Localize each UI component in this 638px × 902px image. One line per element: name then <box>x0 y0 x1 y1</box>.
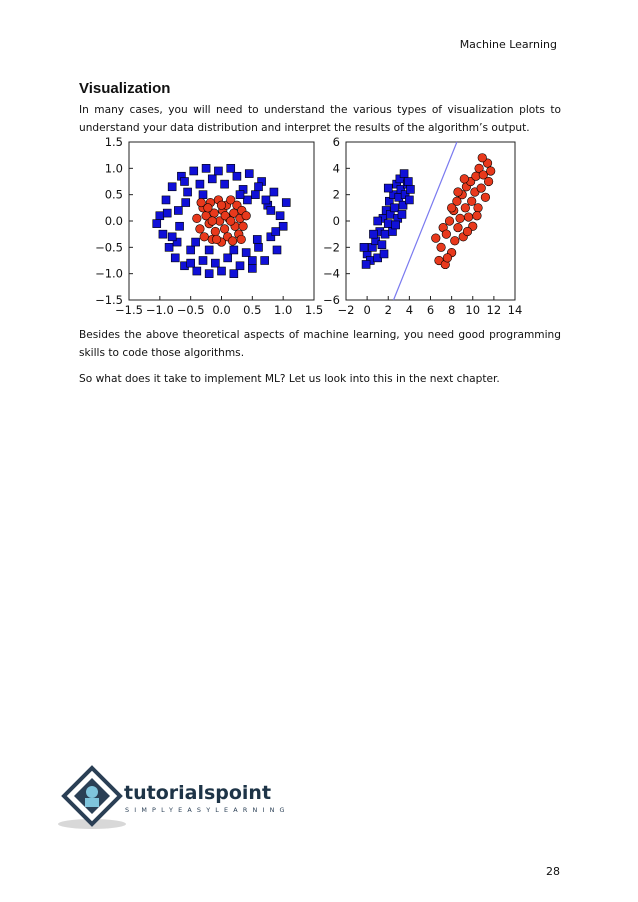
scatter-point-blue <box>369 230 377 238</box>
scatter-point-red <box>484 177 493 186</box>
scatter-point-blue <box>227 164 235 172</box>
scatter-point-blue <box>362 260 370 268</box>
scatter-point-red <box>211 227 220 236</box>
scatter-point-blue <box>378 241 386 249</box>
scatter-point-blue <box>273 246 281 254</box>
x-tick-label: 6 <box>426 303 435 317</box>
x-tick-label: −0.5 <box>176 303 205 317</box>
scatter-point-blue <box>224 254 232 262</box>
logo-wordmark: tutorialspoint <box>124 782 272 804</box>
scatter-point-blue <box>384 184 392 192</box>
scatter-point-blue <box>384 220 392 228</box>
scatter-point-blue <box>276 212 284 220</box>
scatter-point-red <box>242 211 251 220</box>
scatter-point-blue <box>261 257 269 265</box>
scatter-point-red <box>463 227 472 236</box>
scatter-point-blue <box>233 172 241 180</box>
scatter-point-blue <box>251 191 259 199</box>
x-tick-label: 1.0 <box>274 303 293 317</box>
scatter-point-red <box>454 223 463 232</box>
closing-paragraph: So what does it take to implement ML? Let us look into this in the next chapter. <box>79 373 500 385</box>
scatter-point-blue <box>211 259 219 267</box>
tutorialspoint-logo <box>54 762 284 834</box>
scatter-point-blue <box>218 267 226 275</box>
scatter-point-blue <box>171 254 179 262</box>
scatter-point-blue <box>253 235 261 243</box>
scatter-point-blue <box>190 167 198 175</box>
scatter-point-blue <box>360 243 368 251</box>
scatter-point-red <box>460 175 469 184</box>
scatter-point-red <box>445 217 454 226</box>
y-tick-label: 1.0 <box>104 161 123 176</box>
scatter-point-red <box>450 236 459 245</box>
scatter-point-red <box>461 204 470 213</box>
x-tick-label: 12 <box>486 303 502 317</box>
scatter-point-blue <box>208 175 216 183</box>
scatter-point-red <box>443 254 452 263</box>
scatter-point-blue <box>242 249 250 257</box>
scatter-point-blue <box>391 204 399 212</box>
scatter-point-red <box>220 225 229 234</box>
programming-paragraph: Besides the above theoretical aspects of machine learning, you need good programming skills to code those algorithms. <box>79 329 561 359</box>
scatter-point-blue <box>159 230 167 238</box>
scatter-point-blue <box>262 196 270 204</box>
y-tick-label: 0 <box>332 214 340 228</box>
scatter-point-red <box>217 201 226 210</box>
scatter-point-red <box>226 217 235 226</box>
scatter-point-blue <box>380 250 388 258</box>
logo-mark <box>54 762 284 834</box>
scatter-point-blue <box>205 270 213 278</box>
scatter-point-blue <box>374 217 382 225</box>
scatter-point-blue <box>163 209 171 217</box>
scatter-point-blue <box>392 221 400 229</box>
intro-paragraph: In many cases, you will need to understand the various types of visualization plots to understand your data distribution and interpret the results of the algorithm’s output. <box>79 104 561 134</box>
x-tick-label: −1.5 <box>115 303 143 317</box>
scatter-point-blue <box>199 257 207 265</box>
y-tick-label: 1.5 <box>104 135 123 149</box>
y-tick-label: −0.5 <box>95 240 123 255</box>
y-tick-label: 0.0 <box>104 214 123 228</box>
scatter-point-blue <box>230 246 238 254</box>
visualization-figure <box>79 134 531 320</box>
scatter-point-red <box>477 184 486 193</box>
scatter-point-red <box>228 237 237 246</box>
scatter-point-blue <box>406 185 414 193</box>
section-title: Visualization <box>79 80 171 97</box>
scatter-point-red <box>431 234 440 243</box>
scatter-point-blue <box>245 170 253 178</box>
scatter-point-red <box>478 154 487 163</box>
scatter-point-blue <box>168 183 176 191</box>
scatter-point-blue <box>199 191 207 199</box>
scatter-point-blue <box>176 222 184 230</box>
x-tick-label: 4 <box>405 303 414 317</box>
scatter-point-blue <box>381 230 389 238</box>
x-tick-label: 0 <box>363 303 371 317</box>
y-tick-label: −4 <box>323 266 340 281</box>
x-tick-label: 0.0 <box>212 303 231 317</box>
scatter-point-blue <box>230 270 238 278</box>
scatter-point-blue <box>255 243 263 251</box>
x-tick-label: −2 <box>337 303 355 317</box>
y-tick-label: −6 <box>323 293 340 307</box>
scatter-point-red <box>239 222 248 231</box>
scatter-point-blue <box>187 259 195 267</box>
scatter-point-blue <box>236 191 244 199</box>
scatter-point-blue <box>243 196 251 204</box>
y-tick-label: 6 <box>332 135 340 149</box>
scatter-plots <box>79 134 531 320</box>
x-tick-label: 8 <box>447 303 456 317</box>
scatter-point-red <box>481 193 490 202</box>
scatter-point-blue <box>255 183 263 191</box>
x-tick-label: 14 <box>507 303 523 317</box>
scatter-point-blue <box>272 228 280 236</box>
scatter-point-red <box>237 235 246 244</box>
scatter-point-red <box>437 243 446 252</box>
x-tick-label: −1.0 <box>145 303 174 317</box>
scatter-point-blue <box>236 262 244 270</box>
scatter-point-red <box>456 214 465 223</box>
scatter-point-red <box>474 204 483 213</box>
scatter-point-blue <box>184 188 192 196</box>
scatter-point-blue <box>162 196 170 204</box>
y-tick-label: 4 <box>332 161 340 176</box>
scatter-point-red <box>467 197 476 206</box>
x-tick-label: 2 <box>384 303 392 317</box>
y-tick-label: −1.0 <box>95 266 123 281</box>
scatter-point-blue <box>181 178 189 186</box>
scatter-point-blue <box>182 199 190 207</box>
y-tick-label: −2 <box>323 240 340 255</box>
scatter-point-red <box>442 230 451 239</box>
scatter-point-blue <box>398 210 406 218</box>
y-tick-label: 0.5 <box>104 187 123 202</box>
scatter-point-blue <box>196 180 204 188</box>
scatter-point-blue <box>270 188 278 196</box>
x-tick-label: 1.5 <box>304 303 324 317</box>
scatter-point-red <box>208 217 217 226</box>
scatter-point-red <box>486 167 495 176</box>
scatter-point-blue <box>168 233 176 241</box>
scatter-point-red <box>193 214 202 223</box>
page-number: 28 <box>546 865 560 878</box>
y-tick-label: 2 <box>332 187 340 202</box>
y-tick-label: −1.5 <box>95 293 123 307</box>
scatter-point-blue <box>279 222 287 230</box>
scatter-point-red <box>464 213 473 222</box>
running-header: Machine Learning <box>459 38 557 51</box>
scatter-point-red <box>197 198 206 207</box>
scatter-point-red <box>200 233 209 242</box>
scatter-point-blue <box>405 196 413 204</box>
scatter-point-blue <box>192 238 200 246</box>
scatter-point-red <box>196 225 205 234</box>
scatter-point-blue <box>187 246 195 254</box>
scatter-point-blue <box>153 220 161 228</box>
scatter-point-red <box>447 204 456 213</box>
scatter-point-blue <box>165 243 173 251</box>
scatter-point-blue <box>248 264 256 272</box>
scatter-point-blue <box>404 178 412 186</box>
scatter-point-blue <box>221 180 229 188</box>
x-tick-label: 10 <box>465 303 481 317</box>
scatter-point-red <box>454 188 463 197</box>
scatter-point-blue <box>205 246 213 254</box>
scatter-point-blue <box>282 199 290 207</box>
scatter-point-blue <box>202 164 210 172</box>
scatter-point-red <box>212 235 221 244</box>
x-tick-label: 0.5 <box>243 303 262 317</box>
scatter-point-blue <box>156 212 164 220</box>
logo-tagline: SIMPLYEASYLEARNING <box>125 806 284 814</box>
scatter-point-blue <box>174 206 182 214</box>
scatter-point-blue <box>248 257 256 265</box>
scatter-point-red <box>473 211 482 220</box>
scatter-point-blue <box>214 167 222 175</box>
scatter-point-blue <box>193 267 201 275</box>
scatter-point-blue <box>267 206 275 214</box>
scatter-point-blue <box>400 170 408 178</box>
